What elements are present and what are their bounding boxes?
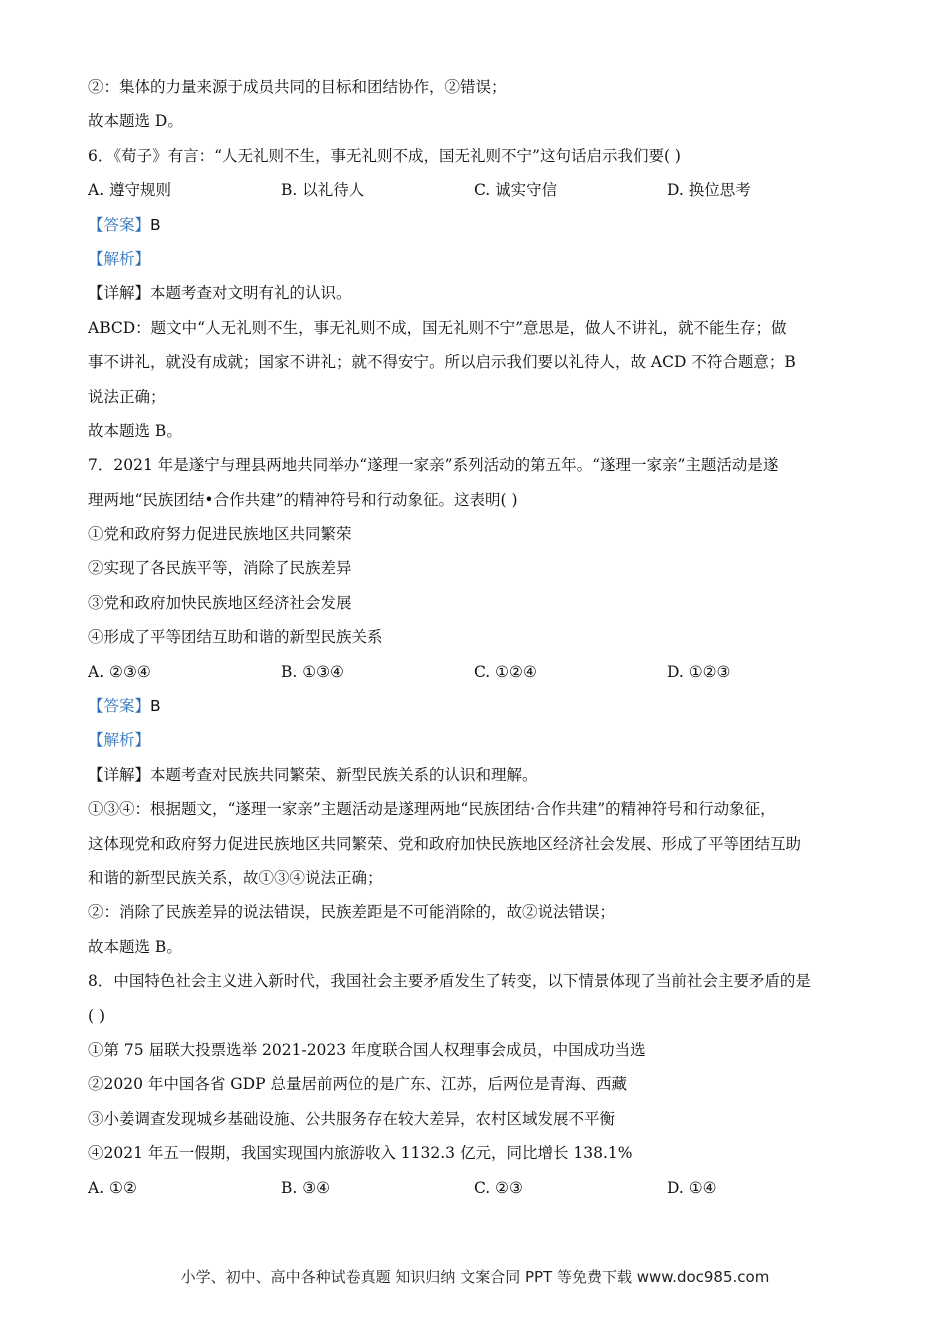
text-line: ②：消除了民族差异的说法错误，民族差距是不可能消除的，故②说法错误； <box>88 903 616 922</box>
text-line: 故本题选 B。 <box>88 421 182 440</box>
analysis-tag: 【解析】 <box>88 249 151 268</box>
detail-tag: 【详解】 <box>88 765 151 784</box>
question-7-stem: 理两地“民族团结•合作共建”的精神符号和行动象征。这表明( ) <box>88 490 518 509</box>
answer-tag: 【答案】 <box>88 215 151 234</box>
question-7-options <box>88 655 878 689</box>
text-line: 故本题选 D。 <box>88 112 183 131</box>
option-d: D. ①②③ <box>667 662 731 681</box>
text-line: ①③④：根据题文，“遂理一家亲”主题活动是遂理两地“民族团结·合作共建”的精神符号和行动象征， <box>88 800 776 819</box>
statement-item: ②实现了各民族平等，消除了民族差异 <box>88 559 352 578</box>
question-8-stem: 8．中国特色社会主义进入新时代，我国社会主要矛盾发生了转变，以下情景体现了当前社会主要矛盾的是 <box>88 972 811 991</box>
text-line: ②：集体的力量来源于成员共同的目标和团结协作，②错误； <box>88 78 507 96</box>
option-a: A. ②③④ <box>88 662 151 681</box>
statement-item: ①党和政府努力促进民族地区共同繁荣 <box>88 525 352 544</box>
text-line: ABCD：题文中“人无礼则不生，事无礼则不成，国无礼则不宁”意思是，做人不讲礼，就不能生存；做 <box>88 318 787 337</box>
analysis-tag: 【解析】 <box>88 731 151 750</box>
detail-line <box>88 758 878 792</box>
answer-value: B <box>150 697 161 716</box>
statement-item: ②2020 年中国各省 GDP 总量居前两位的是广东、江苏，后两位是青海、西藏 <box>88 1075 627 1094</box>
statement-item: ③党和政府加快民族地区经济社会发展 <box>88 593 352 612</box>
option-a: A. ①② <box>88 1178 137 1197</box>
option-d: D. 换位思考 <box>667 181 751 200</box>
answer-line <box>88 689 878 723</box>
option-b: B. ①③④ <box>281 662 344 681</box>
page-footer: 小学、初中、高中各种试卷真题 知识归纳 文案合同 PPT 等免费下载 www.doc985.com <box>180 1268 770 1286</box>
text-line: 和谐的新型民族关系，故①③④说法正确； <box>88 868 383 887</box>
option-c: C. ①②④ <box>474 662 537 681</box>
detail-tag: 【详解】 <box>88 284 151 303</box>
detail-line <box>88 276 878 310</box>
option-b: B. 以礼待人 <box>281 181 365 200</box>
question-7-stem: 7．2021 年是遂宁与理县两地共同举办“遂理一家亲”系列活动的第五年。“遂理一家亲”主题活动是遂 <box>88 456 779 475</box>
question-6-stem: 6．《荀子》有言：“人无礼则不生，事无礼则不成，国无礼则不宁”这句话启示我们要( ) <box>88 146 681 165</box>
detail-text: 本题考查对民族共同繁荣、新型民族关系的认识和理解。 <box>150 765 538 784</box>
option-c: C. 诚实守信 <box>474 181 558 200</box>
text-line: 事不讲礼，就没有成就；国家不讲礼；就不得安宁。所以启示我们要以礼待人，故 ACD 不符合题意；B <box>88 353 796 372</box>
answer-line <box>88 208 878 242</box>
statement-item: ④2021 年五一假期，我国实现国内旅游收入 1132.3 亿元，同比增长 138.1% <box>88 1144 633 1163</box>
detail-text: 本题考查对文明有礼的认识。 <box>150 284 352 303</box>
option-d: D. ①④ <box>667 1178 717 1197</box>
question-6-options <box>88 173 878 207</box>
option-c: C. ②③ <box>474 1178 523 1197</box>
analysis-line <box>88 242 878 276</box>
answer-tag: 【答案】 <box>88 697 151 716</box>
statement-item: ①第 75 届联大投票选举 2021-2023 年度联合国人权理事会成员，中国成功当选 <box>88 1040 646 1059</box>
statement-item: ③小姜调查发现城乡基础设施、公共服务存在较大差异，农村区域发展不平衡 <box>88 1109 616 1128</box>
statement-item: ④形成了平等团结互助和谐的新型民族关系 <box>88 628 383 647</box>
option-b: B. ③④ <box>281 1178 331 1197</box>
option-a: A. 遵守规则 <box>88 181 172 200</box>
text-line: 故本题选 B。 <box>88 937 182 956</box>
analysis-line <box>88 723 878 757</box>
question-8-stem: ( ) <box>88 1006 106 1025</box>
document-page <box>88 70 878 1205</box>
answer-value: B <box>150 215 161 234</box>
question-8-options <box>88 1171 878 1205</box>
text-line: 这体现党和政府努力促进民族地区共同繁荣、党和政府加快民族地区经济社会发展、形成了平等团结互助 <box>88 834 802 853</box>
text-line: 说法正确； <box>88 387 166 406</box>
